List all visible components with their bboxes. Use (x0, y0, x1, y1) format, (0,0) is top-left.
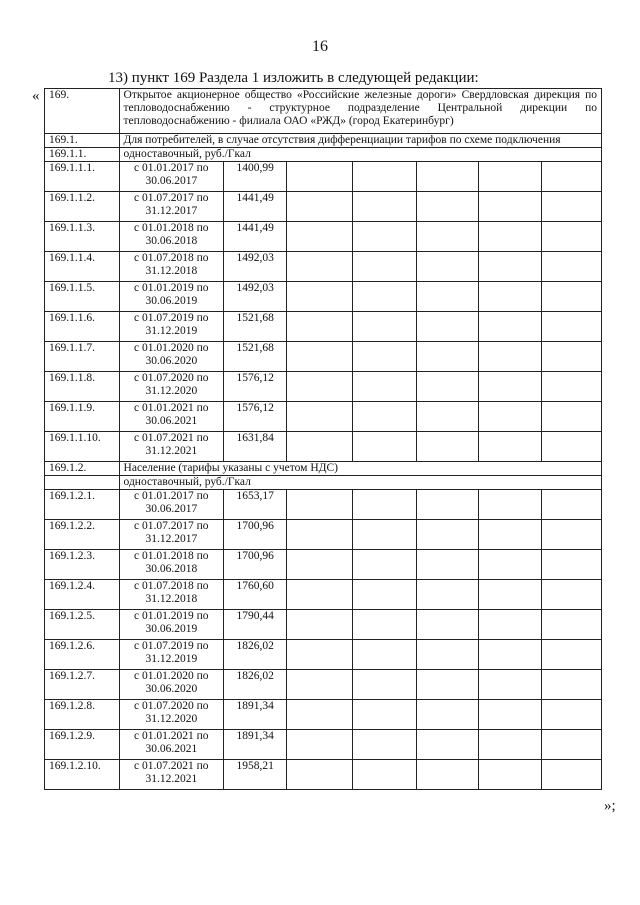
empty-cell (416, 670, 478, 700)
tariff-row (45, 162, 602, 192)
section-title: Население (тарифы указаны с учетом НДС) (119, 462, 601, 476)
empty-cell (353, 372, 416, 402)
section-row (45, 462, 602, 476)
empty-cell (353, 610, 416, 640)
tariff-period: с 01.07.2019 по 31.12.2019 (119, 312, 224, 342)
tariff-period: с 01.01.2019 по 30.06.2019 (119, 282, 224, 312)
tariff-value: 1576,12 (224, 372, 287, 402)
tariff-period: с 01.07.2021 по 31.12.2021 (119, 760, 224, 790)
empty-cell (541, 610, 601, 640)
empty-cell (478, 162, 541, 192)
tariff-period: с 01.07.2019 по 31.12.2019 (119, 640, 224, 670)
tariff-value: 1653,17 (224, 490, 287, 520)
empty-cell (478, 580, 541, 610)
empty-cell (416, 252, 478, 282)
empty-cell (353, 402, 416, 432)
empty-cell (478, 432, 541, 462)
empty-cell (353, 432, 416, 462)
tariff-value: 1790,44 (224, 610, 287, 640)
tariff-value: 1576,12 (224, 402, 287, 432)
empty-cell (478, 402, 541, 432)
empty-cell (478, 520, 541, 550)
tariff-code: 169.1.1.3. (45, 222, 120, 252)
tariff-value: 1891,34 (224, 700, 287, 730)
tariff-row (45, 700, 602, 730)
empty-cell (416, 222, 478, 252)
empty-cell (541, 550, 601, 580)
empty-cell (353, 162, 416, 192)
tariff-period: с 01.07.2020 по 31.12.2020 (119, 700, 224, 730)
tariff-code: 169.1.2.5. (45, 610, 120, 640)
empty-cell (353, 342, 416, 372)
tariff-row (45, 550, 602, 580)
empty-cell (416, 640, 478, 670)
empty-cell (287, 282, 353, 312)
empty-cell (416, 700, 478, 730)
tariff-row (45, 520, 602, 550)
tariff-row (45, 432, 602, 462)
empty-cell (416, 580, 478, 610)
tariff-code: 169.1.1.10. (45, 432, 120, 462)
empty-cell (353, 670, 416, 700)
tariff-value: 1521,68 (224, 342, 287, 372)
empty-cell (541, 760, 601, 790)
tariff-value: 1958,21 (224, 760, 287, 790)
tariff-value: 1492,03 (224, 252, 287, 282)
empty-cell (416, 282, 478, 312)
tariff-period: с 01.01.2020 по 30.06.2020 (119, 342, 224, 372)
tariff-row (45, 282, 602, 312)
empty-cell (541, 402, 601, 432)
tariff-value: 1631,84 (224, 432, 287, 462)
tariff-value: 1826,02 (224, 670, 287, 700)
tariff-code: 169.1.2.9. (45, 730, 120, 760)
empty-cell (478, 372, 541, 402)
tariff-code: 169.1.2.1. (45, 490, 120, 520)
empty-cell (416, 192, 478, 222)
empty-cell (353, 640, 416, 670)
tariff-code: 169.1.2.3. (45, 550, 120, 580)
empty-cell (416, 342, 478, 372)
tariff-row (45, 610, 602, 640)
empty-cell (478, 610, 541, 640)
org-name: Открытое акционерное общество «Российские железные дороги» Свердловская дирекция по тепловодоснабжению - структурное подразделение Центральной дирекции по тепловодоснабжению - филиала ОАО «РЖД» (город Екатеринбург) (119, 89, 601, 134)
tariff-code: 169.1.2.4. (45, 580, 120, 610)
tariff-value: 1760,60 (224, 580, 287, 610)
empty-cell (416, 372, 478, 402)
empty-cell (353, 760, 416, 790)
tariff-row (45, 372, 602, 402)
empty-cell (478, 670, 541, 700)
empty-cell (353, 550, 416, 580)
tariff-period: с 01.07.2021 по 31.12.2021 (119, 432, 224, 462)
empty-cell (541, 640, 601, 670)
empty-cell (541, 432, 601, 462)
tariff-code: 169.1.2.10. (45, 760, 120, 790)
empty-cell (353, 192, 416, 222)
empty-cell (478, 252, 541, 282)
empty-cell (478, 550, 541, 580)
tariff-code: 169.1.1.9. (45, 402, 120, 432)
tariff-code: 169.1.1.6. (45, 312, 120, 342)
empty-cell (287, 402, 353, 432)
empty-cell (541, 252, 601, 282)
tariff-code: 169.1.1.7. (45, 342, 120, 372)
empty-cell (541, 342, 601, 372)
section-code: 169.1.2. (45, 462, 120, 476)
empty-cell (416, 490, 478, 520)
tariff-row (45, 730, 602, 760)
tariff-value: 1891,34 (224, 730, 287, 760)
tariff-code: 169.1.2.8. (45, 700, 120, 730)
tariff-period: с 01.07.2017 по 31.12.2017 (119, 192, 224, 222)
empty-cell (353, 730, 416, 760)
subsection-row (45, 148, 602, 162)
subsection-title: одноставочный, руб./Гкал (119, 476, 601, 490)
empty-cell (287, 730, 353, 760)
empty-cell (353, 252, 416, 282)
empty-cell (416, 730, 478, 760)
empty-cell (287, 700, 353, 730)
tariff-period: с 01.01.2019 по 30.06.2019 (119, 610, 224, 640)
tariff-row (45, 760, 602, 790)
empty-cell (287, 670, 353, 700)
tariff-code: 169.1.1.4. (45, 252, 120, 282)
empty-cell (478, 730, 541, 760)
empty-cell (416, 432, 478, 462)
subsection-code: 169.1.1. (45, 148, 120, 162)
tariff-row (45, 490, 602, 520)
tariff-row (45, 342, 602, 372)
empty-cell (478, 760, 541, 790)
tariff-row (45, 670, 602, 700)
empty-cell (353, 520, 416, 550)
tariff-period: с 01.01.2017 по 30.06.2017 (119, 490, 224, 520)
empty-cell (478, 700, 541, 730)
empty-cell (478, 312, 541, 342)
empty-cell (287, 162, 353, 192)
tariff-code: 169.1.1.1. (45, 162, 120, 192)
tariff-period: с 01.01.2018 по 30.06.2018 (119, 550, 224, 580)
closing-quote: »; (604, 798, 616, 814)
empty-cell (541, 282, 601, 312)
empty-cell (353, 580, 416, 610)
empty-cell (416, 162, 478, 192)
tariff-period: с 01.07.2018 по 31.12.2018 (119, 580, 224, 610)
section-title: Для потребителей, в случае отсутствия дифференциации тарифов по схеме подключения (119, 134, 601, 148)
empty-cell (287, 372, 353, 402)
empty-cell (541, 192, 601, 222)
empty-cell (287, 192, 353, 222)
tariff-code: 169.1.1.8. (45, 372, 120, 402)
empty-cell (541, 580, 601, 610)
subsection-title: одноставочный, руб./Гкал (119, 148, 601, 162)
empty-cell (541, 700, 601, 730)
subsection-code (45, 476, 120, 490)
amendment-heading: 13) пункт 169 Раздела 1 изложить в следующей редакции: (108, 70, 479, 86)
tariff-period: с 01.01.2017 по 30.06.2017 (119, 162, 224, 192)
empty-cell (287, 610, 353, 640)
empty-cell (416, 550, 478, 580)
section-row (45, 134, 602, 148)
page-number: 16 (312, 38, 328, 55)
tariff-code: 169.1.2.6. (45, 640, 120, 670)
empty-cell (541, 312, 601, 342)
empty-cell (478, 192, 541, 222)
empty-cell (287, 312, 353, 342)
empty-cell (353, 312, 416, 342)
empty-cell (541, 730, 601, 760)
tariff-value: 1826,02 (224, 640, 287, 670)
tariff-row (45, 580, 602, 610)
tariff-code: 169.1.2.7. (45, 670, 120, 700)
empty-cell (353, 282, 416, 312)
empty-cell (541, 162, 601, 192)
empty-cell (416, 312, 478, 342)
tariff-period: с 01.01.2021 по 30.06.2021 (119, 402, 224, 432)
empty-cell (287, 252, 353, 282)
tariff-value: 1521,68 (224, 312, 287, 342)
empty-cell (478, 490, 541, 520)
empty-cell (541, 520, 601, 550)
tariff-period: с 01.07.2018 по 31.12.2018 (119, 252, 224, 282)
empty-cell (416, 760, 478, 790)
tariff-row (45, 252, 602, 282)
empty-cell (478, 342, 541, 372)
opening-quote: « (32, 88, 40, 104)
empty-cell (478, 222, 541, 252)
empty-cell (287, 580, 353, 610)
tariff-code: 169.1.1.2. (45, 192, 120, 222)
tariff-row (45, 402, 602, 432)
tariff-value: 1400,99 (224, 162, 287, 192)
section-code: 169.1. (45, 134, 120, 148)
empty-cell (541, 490, 601, 520)
empty-cell (416, 402, 478, 432)
tariff-row (45, 192, 602, 222)
empty-cell (541, 222, 601, 252)
tariff-value: 1492,03 (224, 282, 287, 312)
tariff-row (45, 312, 602, 342)
tariff-period: с 01.07.2017 по 31.12.2017 (119, 520, 224, 550)
empty-cell (478, 640, 541, 670)
tariff-table (44, 88, 602, 790)
empty-cell (287, 640, 353, 670)
tariff-code: 169.1.2.2. (45, 520, 120, 550)
empty-cell (541, 372, 601, 402)
tariff-row (45, 640, 602, 670)
tariff-code: 169.1.1.5. (45, 282, 120, 312)
empty-cell (353, 222, 416, 252)
empty-cell (287, 432, 353, 462)
empty-cell (287, 550, 353, 580)
tariff-value: 1700,96 (224, 520, 287, 550)
tariff-value: 1441,49 (224, 192, 287, 222)
tariff-row (45, 222, 602, 252)
empty-cell (416, 520, 478, 550)
tariff-period: с 01.07.2020 по 31.12.2020 (119, 372, 224, 402)
tariff-value: 1700,96 (224, 550, 287, 580)
tariff-period: с 01.01.2021 по 30.06.2021 (119, 730, 224, 760)
org-row (45, 89, 602, 134)
subsection-row (45, 476, 602, 490)
tariff-period: с 01.01.2018 по 30.06.2018 (119, 222, 224, 252)
empty-cell (416, 610, 478, 640)
empty-cell (541, 670, 601, 700)
empty-cell (287, 342, 353, 372)
tariff-value: 1441,49 (224, 222, 287, 252)
empty-cell (478, 282, 541, 312)
empty-cell (287, 520, 353, 550)
empty-cell (287, 490, 353, 520)
empty-cell (287, 760, 353, 790)
empty-cell (353, 700, 416, 730)
empty-cell (353, 490, 416, 520)
org-code: 169. (45, 89, 120, 134)
tariff-period: с 01.01.2020 по 30.06.2020 (119, 670, 224, 700)
empty-cell (287, 222, 353, 252)
